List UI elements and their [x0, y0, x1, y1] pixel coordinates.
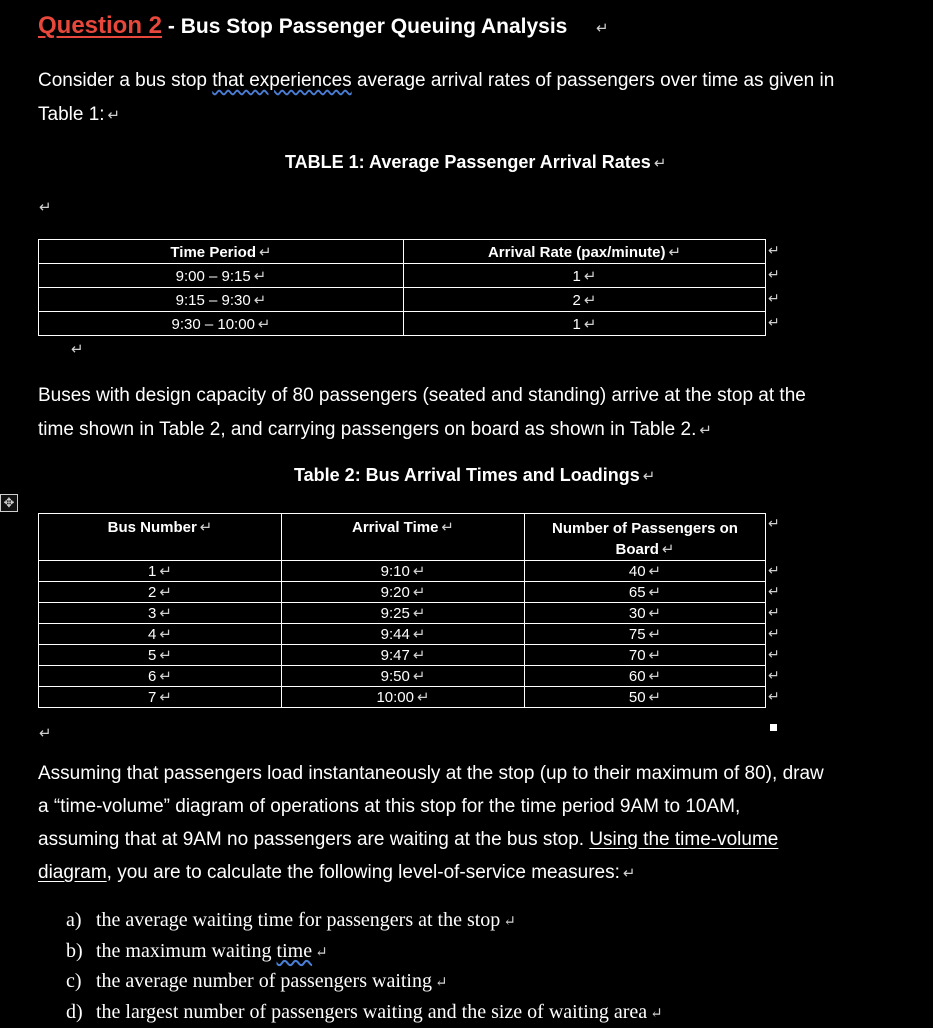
table-cell: 2 ↵ [39, 582, 282, 603]
table2 [38, 513, 766, 708]
measures-list [66, 906, 663, 1028]
table-row [39, 312, 766, 336]
table-cell: 9:44 ↵ [282, 624, 525, 645]
table-row [39, 582, 766, 603]
row-end-mark-icon: ↵ [768, 667, 780, 684]
paragraph-mark-icon: ↵ [39, 724, 52, 742]
paragraph-mark-icon: ↵ [654, 155, 667, 172]
paragraph-mark-icon: ↵ [108, 107, 121, 124]
paragraph-mark-icon: ↵ [699, 422, 712, 439]
table-move-handle-icon[interactable]: ✥ [0, 494, 18, 512]
question-title [38, 12, 609, 40]
list-item: c) the average number of passengers waiting ↵ [66, 967, 663, 998]
intro-text: Consider a bus stop [38, 70, 212, 91]
question-number: Question 2 [38, 12, 162, 39]
question-title-text: Bus Stop Passenger Queuing Analysis [181, 15, 568, 38]
table-row [39, 603, 766, 624]
list-item: a) the average waiting time for passengers at the stop ↵ [66, 906, 663, 937]
table-cell: 70 ↵ [525, 645, 766, 666]
assume-line-1: Assuming that passengers load instantaneously at the stop (up to their maximum of 80), draw [38, 757, 824, 791]
assume-line-3 [38, 823, 778, 857]
row-end-mark-icon: ↵ [768, 242, 780, 259]
row-end-mark-icon: ↵ [768, 266, 780, 283]
table-cell: 6 ↵ [39, 666, 282, 687]
list-item: b) the maximum waiting time ↵ [66, 937, 663, 968]
table2-header-cell: Bus Number ↵ [39, 514, 282, 561]
table-row [39, 645, 766, 666]
paragraph-mark-icon: ↵ [71, 340, 84, 358]
table-cell: 9:25 ↵ [282, 603, 525, 624]
paragraph-mark-icon: ↵ [39, 198, 52, 216]
table1-caption-text: TABLE 1: Average Passenger Arrival Rates [285, 152, 651, 172]
row-end-mark-icon: ↵ [768, 583, 780, 600]
intro-table-ref: Table 1: [38, 104, 105, 125]
table-cell: 9:47 ↵ [282, 645, 525, 666]
table1-header-cell: Arrival Rate (pax/minute) ↵ [404, 240, 766, 264]
assume-text: assuming that at 9AM no passengers are waiting at the bus stop. [38, 829, 589, 850]
assume-line-4 [38, 856, 635, 891]
row-end-mark-icon: ↵ [768, 688, 780, 705]
table-cell: 9:20 ↵ [282, 582, 525, 603]
end-of-table-marker [770, 724, 777, 731]
intro-line-2 [38, 98, 120, 133]
paragraph-mark-icon: ↵ [623, 865, 636, 882]
table-cell: 9:00 – 9:15 ↵ [39, 264, 404, 288]
table1-header-row [39, 240, 766, 264]
table-cell: 1 ↵ [39, 561, 282, 582]
table-row [39, 264, 766, 288]
table-cell: 50 ↵ [525, 687, 766, 708]
intro-text-after: average arrival rates of passengers over time as given in [352, 70, 835, 91]
table-cell: 10:00 ↵ [282, 687, 525, 708]
table-cell: 7 ↵ [39, 687, 282, 708]
table-cell: 65 ↵ [525, 582, 766, 603]
table-row [39, 687, 766, 708]
table1 [38, 239, 766, 336]
assume-underlined-text: Using the time-volume [589, 829, 778, 850]
row-end-mark-icon: ↵ [768, 515, 780, 532]
table1-header-cell: Time Period ↵ [39, 240, 404, 264]
row-end-mark-icon: ↵ [768, 314, 780, 331]
table-cell: 60 ↵ [525, 666, 766, 687]
list-item: d) the largest number of passengers waiting and the size of waiting area ↵ [66, 998, 663, 1028]
paragraph-mark-icon: ↵ [643, 468, 656, 485]
row-end-mark-icon: ↵ [768, 290, 780, 307]
paragraph-mark-icon: ↵ [596, 20, 609, 37]
table-cell: 2 ↵ [404, 288, 766, 312]
table-cell: 9:30 – 10:00 ↵ [39, 312, 404, 336]
table-cell: 5 ↵ [39, 645, 282, 666]
table-cell: 1 ↵ [404, 312, 766, 336]
table-row [39, 561, 766, 582]
assume-line-2: a “time-volume” diagram of operations at this stop for the time period 9AM to 10AM, [38, 790, 740, 824]
table-cell: 30 ↵ [525, 603, 766, 624]
table1-caption [285, 152, 666, 173]
table-cell: 9:10 ↵ [282, 561, 525, 582]
row-end-mark-icon: ↵ [768, 604, 780, 621]
table2-header-cell: Number of Passengers on Board ↵ [525, 514, 766, 561]
table-row [39, 288, 766, 312]
assume-underlined-text: diagram [38, 862, 107, 883]
table-cell: 40 ↵ [525, 561, 766, 582]
table2-caption-text: Table 2: Bus Arrival Times and Loadings [294, 465, 640, 485]
row-end-mark-icon: ↵ [768, 646, 780, 663]
question-separator: - [162, 15, 181, 38]
buses-text: time shown in Table 2, and carrying passengers on board as shown in Table 2. [38, 419, 696, 440]
table-cell: 9:15 – 9:30 ↵ [39, 288, 404, 312]
assume-text: , you are to calculate the following level-of-service measures: [107, 862, 620, 883]
row-end-mark-icon: ↵ [768, 562, 780, 579]
table-cell: 3 ↵ [39, 603, 282, 624]
table-row [39, 624, 766, 645]
buses-line-2 [38, 413, 712, 448]
table2-caption [294, 465, 655, 486]
row-end-mark-icon: ↵ [768, 625, 780, 642]
table-cell: 75 ↵ [525, 624, 766, 645]
intro-line-1 [38, 64, 834, 98]
table-cell: 4 ↵ [39, 624, 282, 645]
buses-line-1: Buses with design capacity of 80 passengers (seated and standing) arrive at the stop at the [38, 379, 806, 413]
table-cell: 9:50 ↵ [282, 666, 525, 687]
table-cell: 1 ↵ [404, 264, 766, 288]
intro-wavy-text: that experiences [212, 70, 351, 91]
table2-header-cell: Arrival Time ↵ [282, 514, 525, 561]
table2-header-row [39, 514, 766, 561]
table-row [39, 666, 766, 687]
